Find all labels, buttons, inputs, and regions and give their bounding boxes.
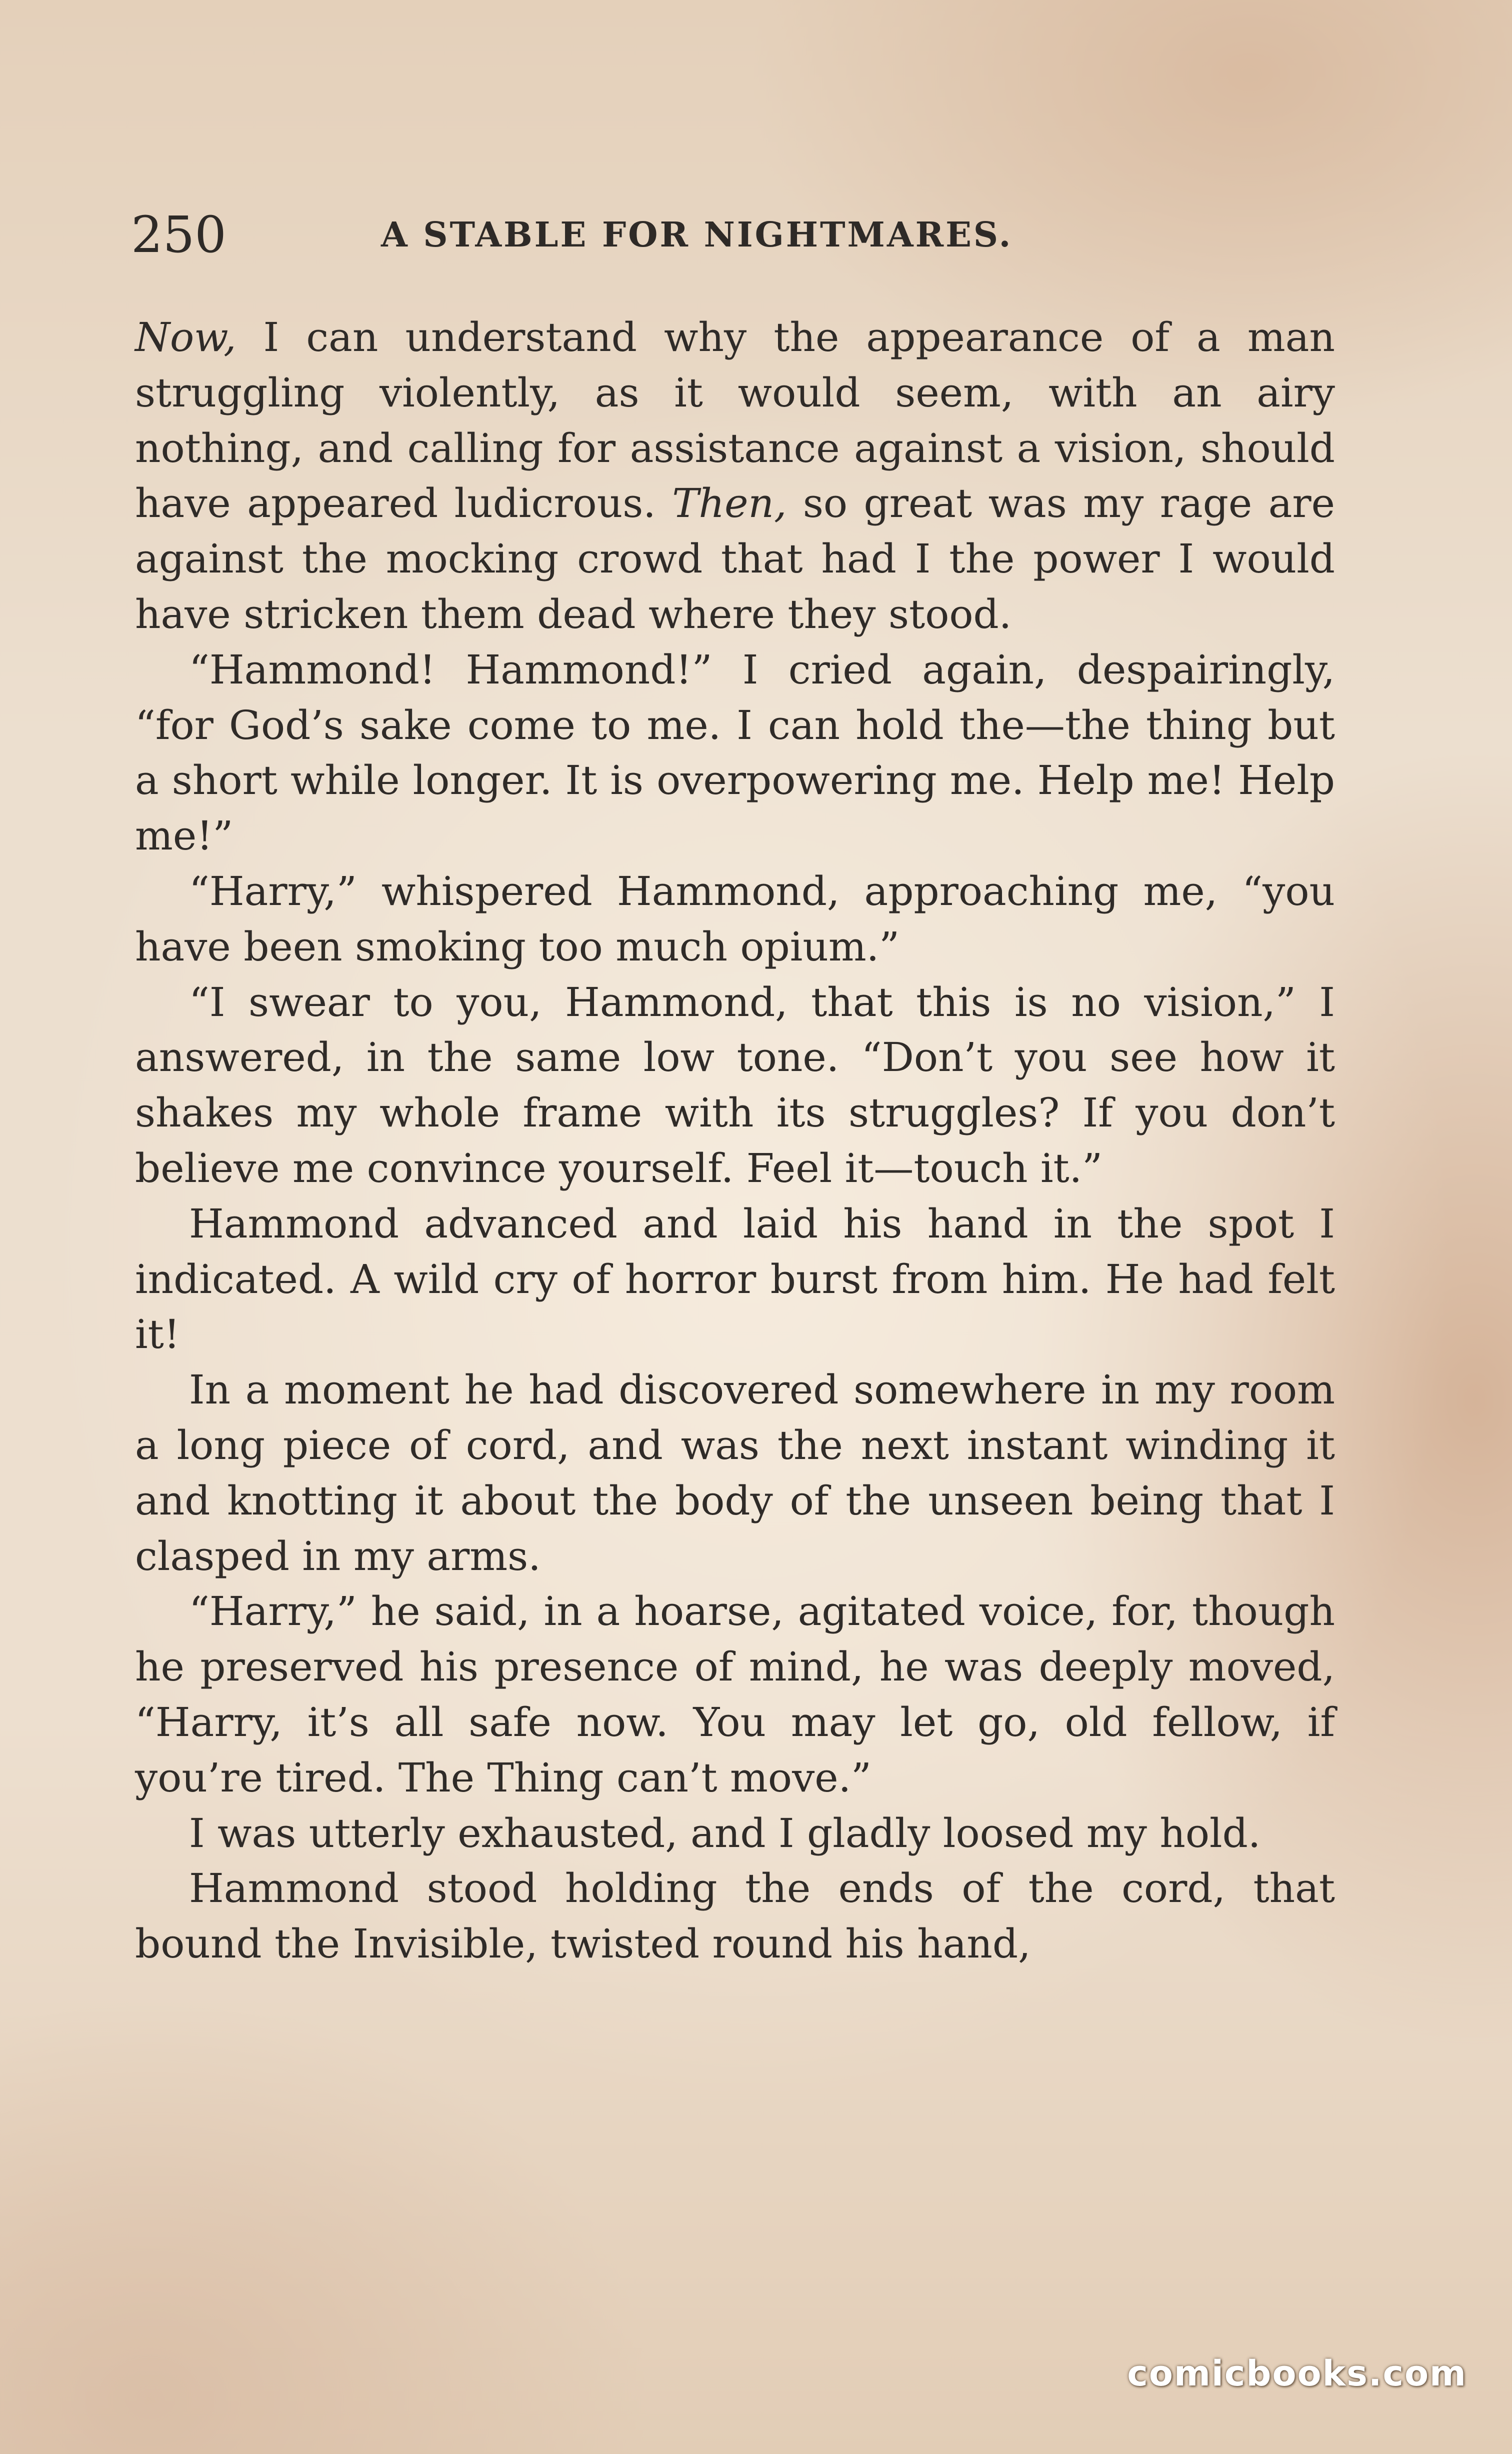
paragraph-text: so great was my rage are against the mocking crowd that had I the power I would have stricken them dead where they stood.: [135, 480, 1335, 638]
body-text: [135, 310, 1335, 1972]
paragraph: “Harry,” he said, in a hoarse, agitated voice, for, though he preserved his presence of mind, he was deeply moved, “Harry, it’s all safe now. You may let go, old fellow, if you’re tired. The Thing can’t move.”: [135, 1588, 1335, 1801]
paragraph: Hammond advanced and laid his hand in the spot I indicated. A wild cry of horror burst from him. He had felt it!: [135, 1200, 1335, 1358]
paragraph: “I swear to you, Hammond, that this is no vision,” I answered, in the same low tone. “Don’t you see how it shakes my whole frame with its struggles? If you don’t believe me convince yourself. Feel it—touch it.”: [135, 978, 1335, 1192]
paragraph: In a moment he had discovered somewhere in my room a long piece of cord, and was the next instant winding it and knotting it about the body of the unseen being that I clasped in my arms.: [135, 1366, 1335, 1580]
page-header: [131, 202, 1341, 268]
paragraph: Hammond stood holding the ends of the cord, that bound the Invisible, twisted round his hand,: [135, 1865, 1335, 1968]
emphasis-then: Then,: [672, 480, 787, 527]
running-title: A STABLE FOR NIGHTMARES.: [381, 215, 1013, 255]
paragraph: [135, 310, 1335, 642]
paragraph-text: I can understand why the appearance of a man struggling violently, as it would seem, with an airy nothing, and calling for assistance against a vision, should have appeared ludicrous.: [135, 314, 1335, 527]
emphasis-now: Now,: [135, 314, 236, 360]
paragraph: “Harry,” whispered Hammond, approaching me, “you have been smoking too much opium.”: [135, 868, 1335, 970]
page-number: 250: [131, 206, 226, 264]
watermark: comicbooks.com: [1127, 2353, 1467, 2394]
paragraph: “Hammond! Hammond!” I cried again, despairingly, “for God’s sake come to me. I can hold the—the thing but a short while longer. It is overpowering me. Help me! Help me!”: [135, 646, 1335, 860]
paragraph: I was utterly exhausted, and I gladly loosed my hold.: [189, 1810, 1261, 1856]
